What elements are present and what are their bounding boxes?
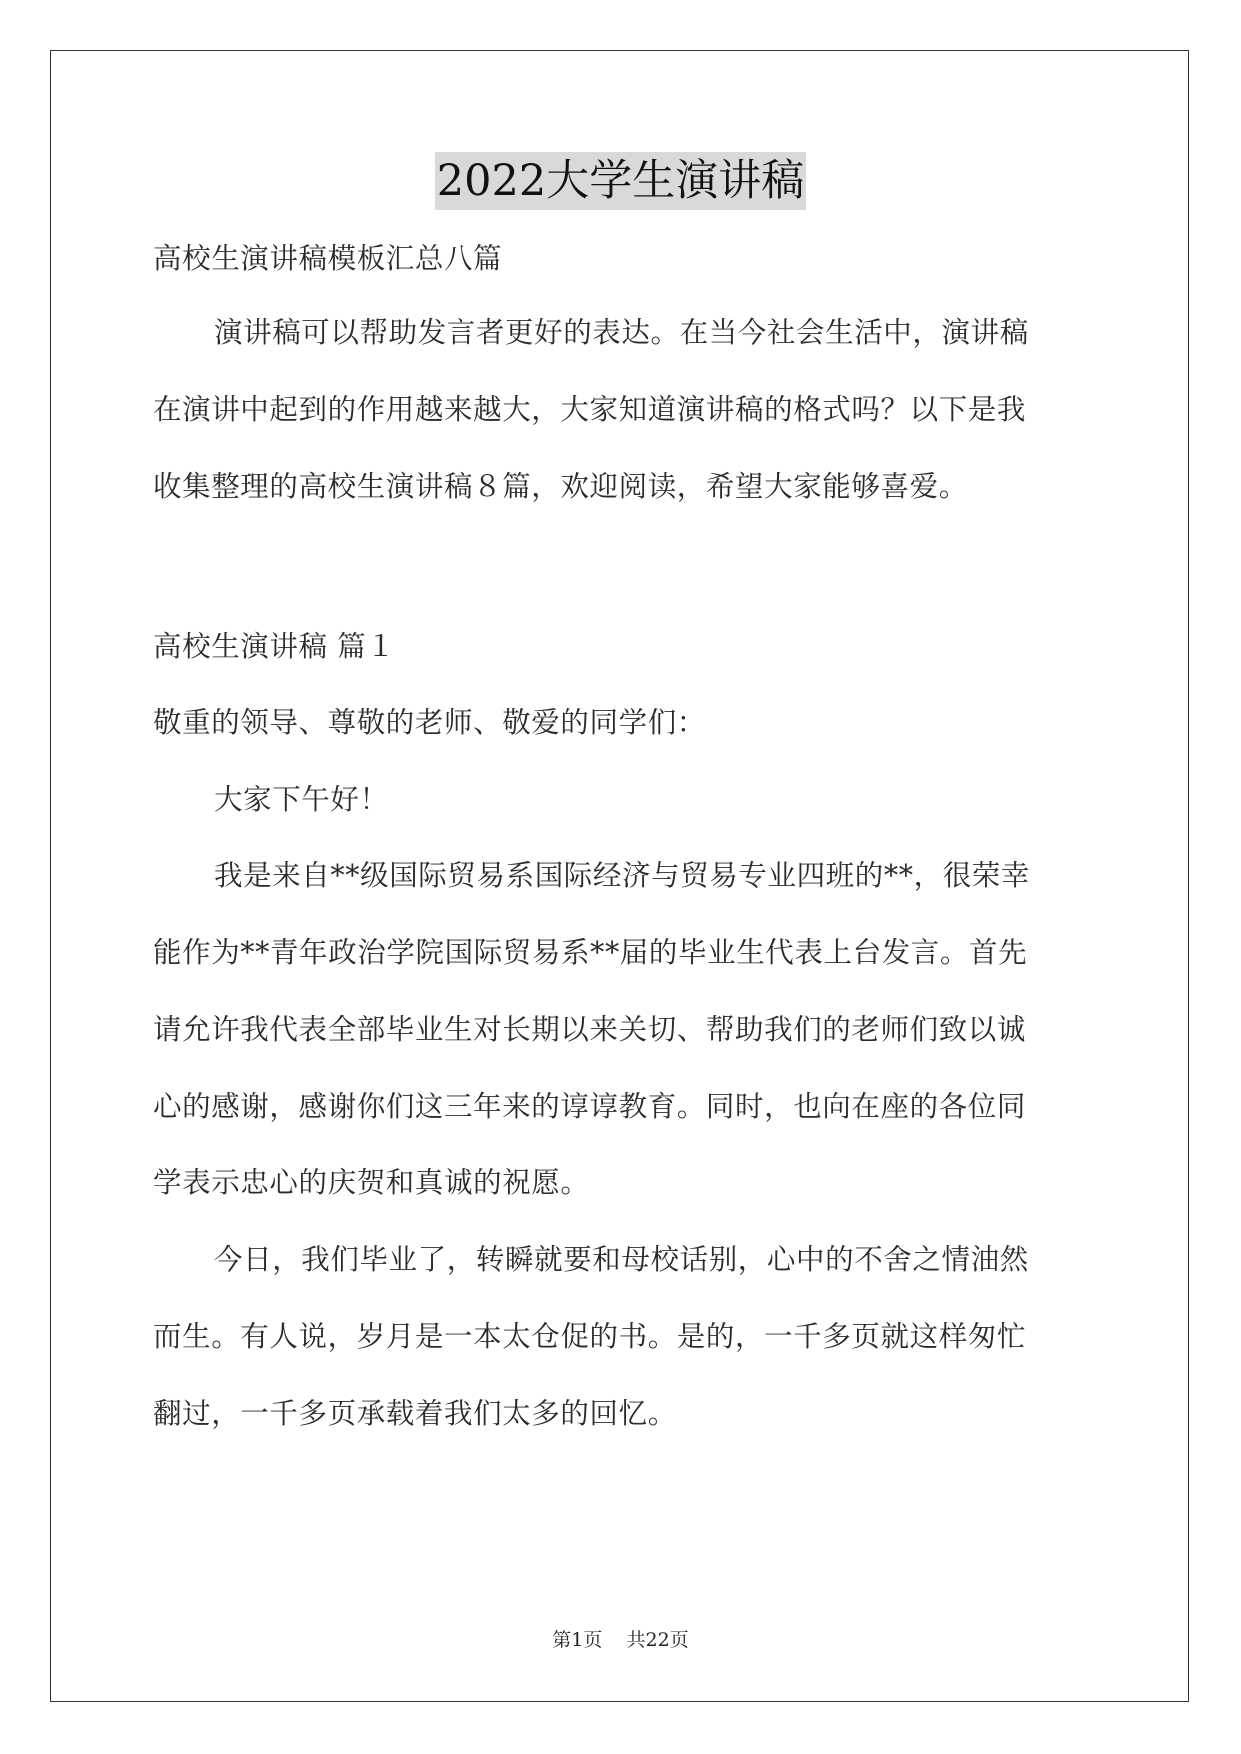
paragraph-line: 心的感谢，感谢你们这三年来的谆谆教育。同时，也向在座的各位同	[153, 1090, 1027, 1123]
subtitle-line: 高校生演讲稿模板汇总八篇	[153, 242, 503, 275]
page-number-footer: 第1页 共22页	[552, 1629, 689, 1651]
section-heading: 高校生演讲稿 篇１	[153, 630, 396, 663]
paragraph-line: 能作为**青年政治学院国际贸易系**届的毕业生代表上台发言。首先	[153, 936, 1028, 969]
paragraph-line: 而生。有人说，岁月是一本太仓促的书。是的，一千多页就这样匆忙	[153, 1320, 1027, 1353]
salutation-line: 敬重的领导、尊敬的老师、敬爱的同学们：	[153, 706, 706, 739]
document-title: 2022大学生演讲稿	[435, 152, 806, 210]
greeting-line: 大家下午好！	[214, 783, 389, 816]
paragraph-line: 今日，我们毕业了，转瞬就要和母校话别，心中的不舍之情油然	[214, 1243, 1029, 1276]
paragraph-line: 请允许我代表全部毕业生对长期以来关切、帮助我们的老师们致以诚	[153, 1013, 1027, 1046]
paragraph-line: 学表示忠心的庆贺和真诚的祝愿。	[153, 1166, 590, 1199]
paragraph-line: 演讲稿可以帮助发言者更好的表达。在当今社会生活中，演讲稿	[214, 316, 1029, 349]
paragraph-line: 在演讲中起到的作用越来越大，大家知道演讲稿的格式吗？以下是我	[153, 393, 1027, 426]
paragraph-line: 收集整理的高校生演讲稿８篇，欢迎阅读，希望大家能够喜爱。	[153, 470, 968, 503]
title-container	[0, 152, 1241, 210]
paragraph-line: 翻过，一千多页承载着我们太多的回忆。	[153, 1397, 677, 1430]
paragraph-line: 我是来自**级国际贸易系国际经济与贸易专业四班的**，很荣幸	[214, 859, 1031, 892]
